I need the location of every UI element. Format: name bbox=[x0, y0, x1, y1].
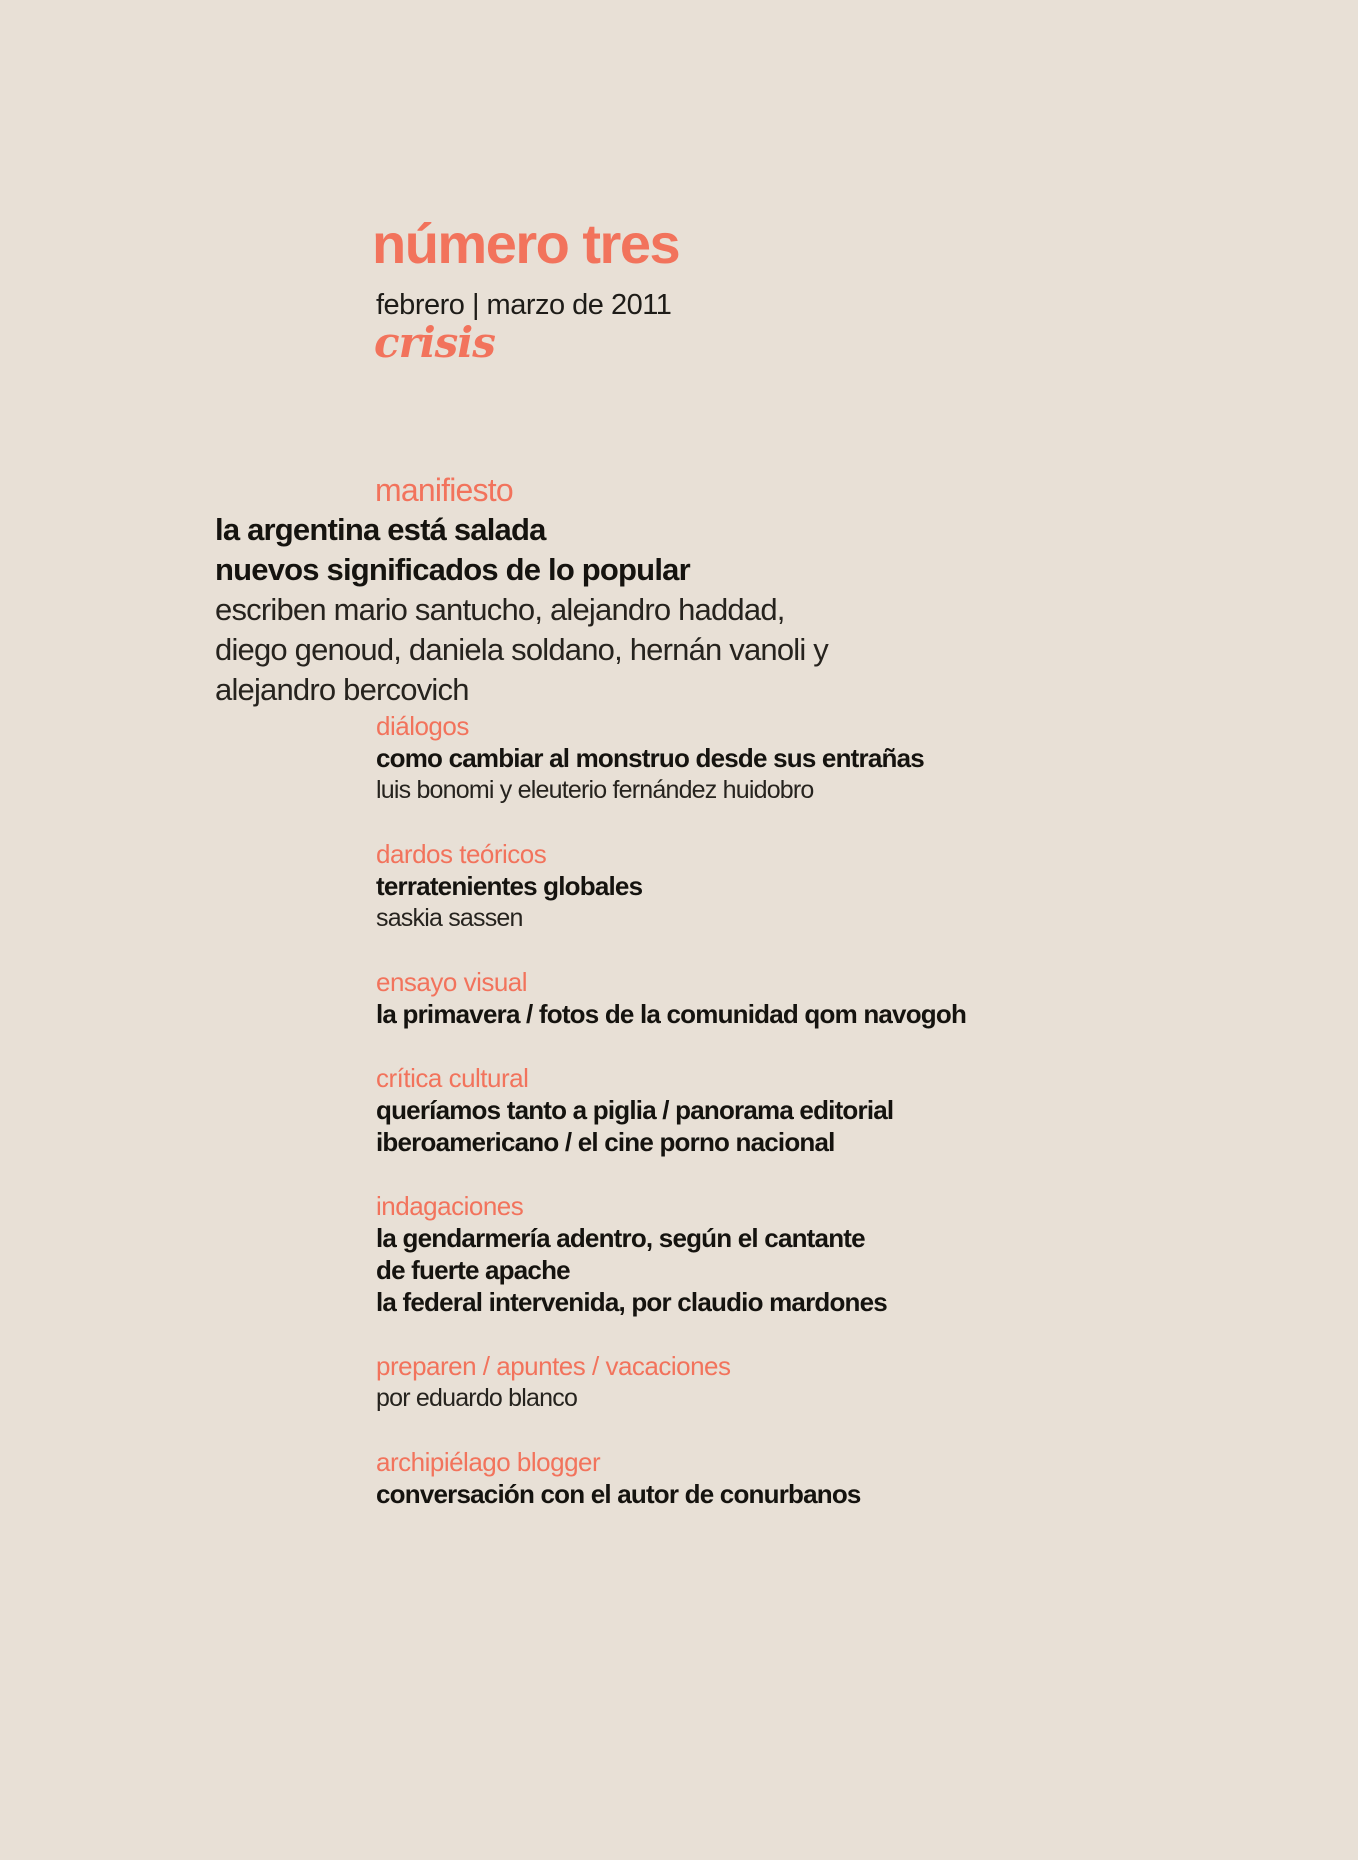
feature-byline-line: escriben mario santucho, alejandro haddad, bbox=[215, 592, 785, 627]
entry-title-line: queríamos tanto a piglia / panorama editorial bbox=[376, 1095, 894, 1125]
entry-byline-line: saskia sassen bbox=[376, 904, 523, 932]
entry-byline-line: luis bonomi y eleuterio fernández huidobro bbox=[376, 776, 814, 804]
entry-title-line: terratenientes globales bbox=[376, 871, 643, 901]
feature-title-line: nuevos significados de lo popular bbox=[215, 552, 690, 587]
section-heading: diálogos bbox=[376, 711, 469, 741]
section-indagaciones bbox=[376, 1190, 966, 1318]
section-heading: ensayo visual bbox=[376, 967, 528, 997]
section-critica-cultural bbox=[376, 1062, 966, 1158]
entry-title-line: la primavera / fotos de la comunidad qom navogoh bbox=[376, 999, 967, 1029]
section-heading: archipiélago blogger bbox=[376, 1447, 601, 1477]
feature-byline-line: diego genoud, daniela soldano, hernán vanoli y bbox=[215, 632, 828, 667]
section-manifiesto bbox=[215, 470, 828, 710]
section-ensayo-visual bbox=[376, 966, 966, 1030]
section-archipielago-blogger bbox=[376, 1446, 966, 1510]
issue-date: febrero | marzo de 2011 bbox=[376, 289, 672, 321]
toc-sections bbox=[376, 710, 966, 1542]
entry-title-line: conversación con el autor de conurbanos bbox=[376, 1479, 861, 1509]
entry-title-line: la gendarmería adentro, según el cantante bbox=[376, 1223, 865, 1253]
entry-title-line: de fuerte apache bbox=[376, 1255, 570, 1285]
section-heading: indagaciones bbox=[376, 1191, 524, 1221]
section-dialogos bbox=[376, 710, 966, 806]
entry-title-line: la federal intervenida, por claudio mardones bbox=[376, 1287, 887, 1317]
entry-byline-line: por eduardo blanco bbox=[376, 1384, 578, 1412]
entry-title-line: como cambiar al monstruo desde sus entrañas bbox=[376, 743, 924, 773]
entry-title-line: iberoamericano / el cine porno nacional bbox=[376, 1127, 835, 1157]
feature-title-line: la argentina está salada bbox=[215, 512, 546, 547]
section-heading: crítica cultural bbox=[376, 1063, 529, 1093]
issue-title: número tres bbox=[372, 212, 680, 275]
section-heading: dardos teóricos bbox=[376, 839, 547, 869]
magazine-logo: crisis bbox=[374, 318, 495, 367]
section-heading: preparen / apuntes / vacaciones bbox=[376, 1351, 731, 1381]
feature-byline-line: alejandro bercovich bbox=[215, 672, 469, 707]
section-preparen bbox=[376, 1350, 966, 1414]
section-heading: manifiesto bbox=[375, 472, 513, 508]
section-dardos-teoricos bbox=[376, 838, 966, 934]
